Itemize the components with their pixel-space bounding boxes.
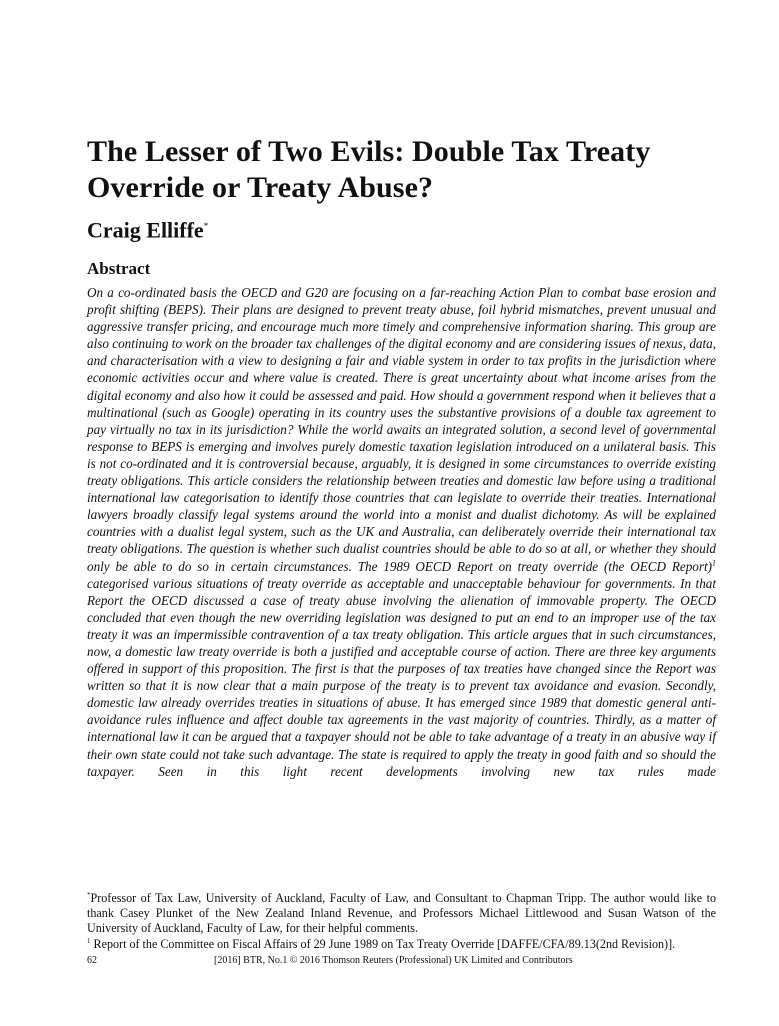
author-name: Craig Elliffe: [87, 217, 204, 243]
footnote-marker: *: [87, 890, 91, 899]
footnote-marker: 1: [87, 936, 91, 945]
abstract-footnote-marker: 1: [712, 558, 716, 568]
article-title: The Lesser of Two Evils: Double Tax Treaty Override or Treaty Abuse?: [87, 135, 651, 204]
footnote-text: Professor of Tax Law, University of Auckland, Faculty of Law, and Consultant to Chapman Tripp. The author would like to thank Casey Plunket of the New Zealand Inland Revenue, and Professors Michael Littlewood and Susan Watson of the University of Auckland, Faculty of Law, for their helpful comments.: [87, 891, 716, 936]
abstract-text-part-2: categorised various situations of treaty override as acceptable and unacceptable behaviour for governments. In that Report the OECD discussed a case of treaty abuse involving the alienation of immovable property. The OECD concluded that even though the new overriding legislation was designed to put an end to an improper use of the tax treaty it was an impermissible contravention of a tax treaty obligation. This article argues that in such circumstances, now, a domestic law treaty override is both a justified and acceptable course of action. There are three key arguments offered in support of this proposition. The first is that the purposes of tax treaties have changed since the Report was written so that it is now clear that a main purpose of the treaty is to prevent tax avoidance and evasion. Secondly, domestic law already overrides treaties in situations of abuse. It has emerged since 1989 that domestic general anti-avoidance rules influence and affect double tax agreements in the vast majority of countries. Thirdly, as a matter of international law it can be argued that a taxpayer should not be able to take advantage of a treaty in an abusive way if their own state could not take such advantage. The state is required to apply the treaty in good faith and so should the taxpayer. Seen in this light recent developments involving new tax rules made: [87, 575, 716, 779]
footnotes: [87, 891, 716, 952]
author-footnote-marker: *: [203, 221, 209, 231]
footnote-author: [87, 891, 716, 937]
running-footer: [2016] BTR, No.1 © 2016 Thomson Reuters (Professional) UK Limited and Contributors: [214, 955, 573, 966]
footnote-1: [87, 937, 716, 952]
article-author: [87, 213, 208, 243]
page-number: 62: [87, 955, 97, 966]
abstract-heading: Abstract: [87, 259, 151, 278]
footnote-text: Report of the Committee on Fiscal Affairs of 29 June 1989 on Tax Treaty Override [DAFFE/CFA/89.13(2nd Revision)].: [90, 936, 676, 951]
abstract-text-part-1: On a co-ordinated basis the OECD and G20 are focusing on a far-reaching Action Plan to combat base erosion and profit shifting (BEPS). Their plans are designed to prevent treaty abuse, foil hybrid mismatches, prevent unusual and aggressive transfer pricing, and encourage much more timely and comprehensive information sharing. This group are also continuing to work on the broader tax challenges of the digital economy and are considering issues of nexus, data, and characterisation with a view to designing a fair and viable system in order to tax profits in the jurisdiction where economic activities occur and where value is created. There is great uncertainty about what income arises from the digital economy and also how it could be assessed and paid. How should a government respond when it believes that a multinational (such as Google) operating in its country uses the substantive provisions of a double tax agreement to pay virtually no tax in its jurisdiction? While the world awaits an integrated solution, a second level of governmental response to BEPS is emerging and involves purely domestic taxation legislation introduced on a unilateral basis. This is not co-ordinated and it is controversial because, arguably, it is designed in some circumstances to override existing treaty obligations. This article considers the relationship between treaties and domestic law before using a traditional international law categorisation to identify those countries that can legislate to override their treaties. International lawyers broadly classify legal systems around the world into a monist and dualist dichotomy. As will be explained countries with a dualist legal system, such as the UK and Australia, can deliberately override their international tax treaty obligations. The question is whether such dualist countries should be able to do so at all, or whether they should only be able to do so in certain circumstances. The 1989 OECD Report on treaty override (the OECD Report): [87, 285, 716, 574]
abstract-body: [87, 284, 716, 780]
